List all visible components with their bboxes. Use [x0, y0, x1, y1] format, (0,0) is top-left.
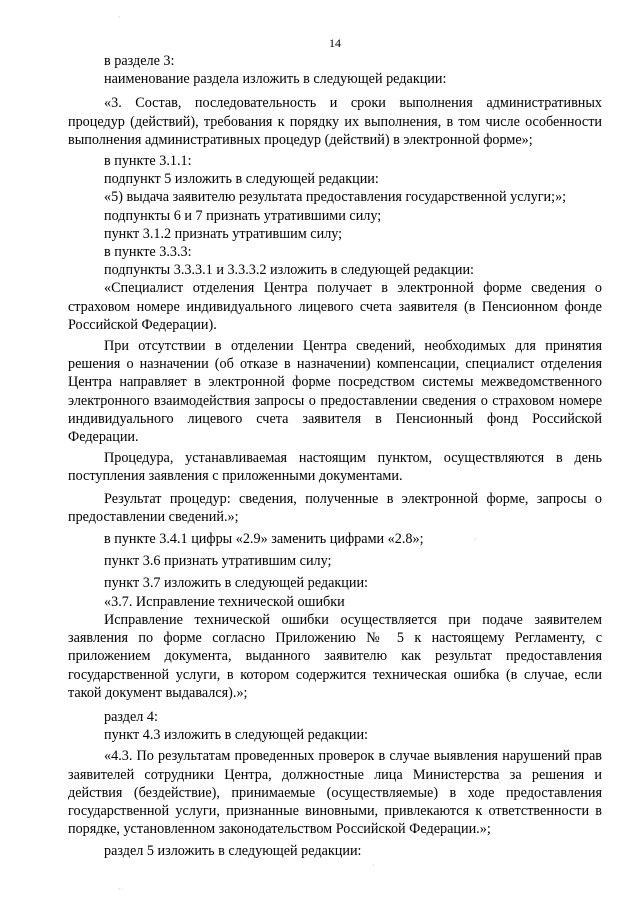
paragraph: подпункты 3.3.3.1 и 3.3.3.2 изложить в следующей редакции:	[104, 262, 474, 279]
paragraph: подпункты 6 и 7 признать утратившими силу;	[104, 207, 382, 224]
paragraph: в разделе 3:	[104, 53, 175, 69]
paragraph: в пункте 3.4.1 цифры «2.9» заменить цифрами «2.8»;	[104, 531, 424, 548]
paragraph: «3. Состав, последовательность и сроки выполнения административных процедур (действий), требования к порядку их выполнения, в том числе особенности выполнения административных процедур (действий) в электронной форме»;	[68, 95, 602, 148]
scan-speck: ·	[474, 535, 477, 544]
paragraph: «3.7. Исправление технической ошибки	[104, 593, 345, 610]
paragraph: раздел 4:	[104, 708, 158, 725]
paragraph: в пункте 3.3.3:	[104, 244, 192, 261]
scan-speck: ·	[118, 13, 121, 22]
paragraph: «4.3. По результатам проведенных проверок в случае выявления нарушений прав заявителей сотрудники Центра, должностные лица Министерства за решения и действия (бездействие), принимаемые (осуществляемые) в ходе предоставления государственной услуги, признанные виновными, привлекаются к ответственности в порядке, установленном законодательством Российской Федерации.»;	[68, 748, 602, 838]
paragraph: «Специалист отделения Центра получает в электронной форме сведения о страховом номере индивидуального лицевого счета заявителя (в Пенсионном фонде Российской Федерации).	[68, 280, 602, 333]
paragraph: в пункте 3.1.1:	[104, 153, 192, 170]
document-body	[68, 52, 602, 861]
paragraph: Исправление технической ошибки осуществляется при подаче заявителем заявления по форме согласно Приложению № 5 к настоящему Регламенту, с приложением документа, выданного заявителю как результат предоставления государственной услуги, в котором содержится техническая ошибка (в случае, если такой документ выдавался).»;	[68, 611, 602, 701]
scan-speck: ··	[118, 885, 124, 894]
paragraph: При отсутствии в отделении Центра сведений, необходимых для принятия решения о назначении (об отказе в назначении) компенсации, специалист отделения Центра направляет в электронной форме посредством системы межведомственного электронного взаимодействия запросы о предоставлении сведения о страховом номере индивидуального лицевого счета заявителя в Пенсионный фонд Российской Федерации.	[68, 338, 602, 446]
paragraph: наименование раздела изложить в следующей редакции:	[104, 71, 447, 88]
paragraph: раздел 5 изложить в следующей редакции:	[104, 843, 362, 860]
paragraph: подпункт 5 изложить в следующей редакции:	[104, 171, 379, 188]
paragraph: пункт 3.1.2 признать утратившим силу;	[104, 225, 343, 242]
paragraph: Результат процедур: сведения, полученные в электронной форме, запросы о предоставлении сведений.»;	[68, 490, 602, 525]
paragraph: пункт 3.6 признать утратившим силу;	[104, 553, 332, 570]
paragraph: «5) выдача заявителю результата предоставления государственной услуги;»;	[104, 189, 567, 206]
paragraph: пункт 3.7 изложить в следующей редакции:	[104, 575, 368, 592]
paragraph: пункт 4.3 изложить в следующей редакции:	[104, 727, 368, 744]
page-number: 14	[329, 36, 341, 50]
scan-speck: ·	[372, 861, 375, 870]
paragraph: Процедура, устанавливаемая настоящим пунктом, осуществляются в день поступления заявления с приложенными документами.	[68, 450, 602, 485]
